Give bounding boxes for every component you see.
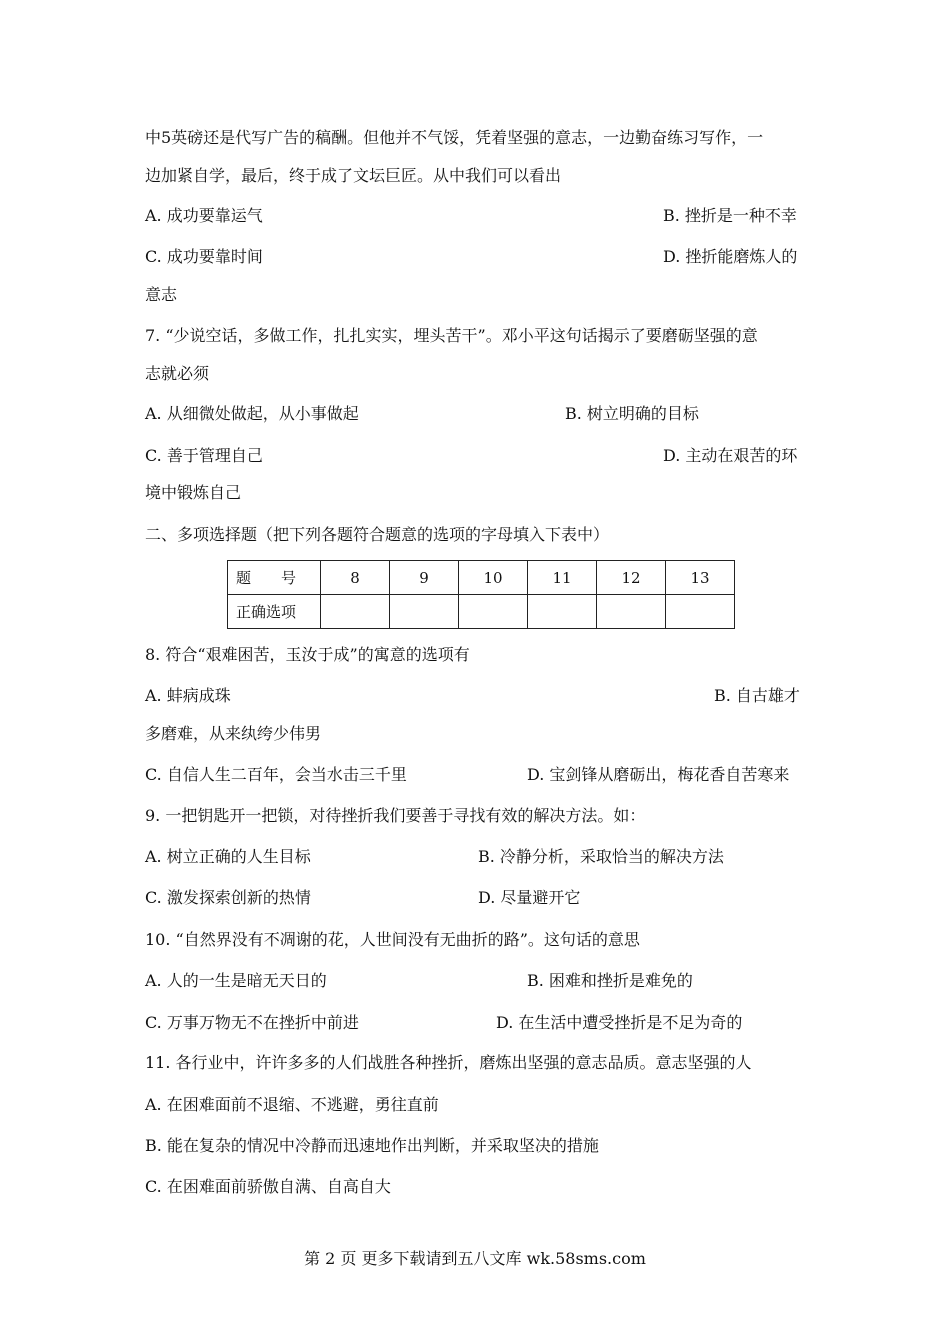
option-d: D. 在生活中遭受挫折是不足为奇的 [496,1013,743,1032]
option-a: A. 树立正确的人生目标 [145,847,311,866]
table-header-cell: 题 号 [228,561,321,595]
option-d-cont: 意志 [145,285,178,304]
question-7: 7. “少说空话，多做工作，扎扎实实，埋头苦干”。邓小平这句话揭示了要磨砺坚强的意 [145,326,758,345]
option-a: A. 在困难面前不退缩、不逃避，勇往直前 [145,1095,439,1114]
answer-cell [321,595,390,629]
option-b: B. 能在复杂的情况中冷静而迅速地作出判断，并采取坚决的措施 [145,1136,599,1155]
option-b: B. 困难和挫折是难免的 [527,971,693,990]
option-d-cont: 境中锻炼自己 [145,483,242,502]
paragraph-line: 中5英磅还是代写广告的稿酬。但他并不气馁，凭着坚强的意志，一边勤奋练习写作，一 [145,128,764,147]
question-7-cont: 志就必须 [145,364,210,383]
option-a: A. 成功要靠运气 [145,206,263,225]
table-row [228,595,735,629]
option-b: B. 自古雄才 [714,686,800,705]
option-c: C. 善于管理自己 [145,446,263,465]
table-header-cell: 11 [528,561,597,595]
option-d: D. 主动在艰苦的环 [663,446,798,465]
question-10: 10. “自然界没有不凋谢的花，人世间没有无曲折的路”。这句话的意思 [145,930,640,949]
option-c: C. 自信人生二百年，会当水击三千里 [145,765,407,784]
table-header-cell: 9 [390,561,459,595]
answer-cell [459,595,528,629]
answer-table [227,560,735,629]
option-a: A. 蚌病成珠 [145,686,231,705]
table-header-cell: 13 [666,561,735,595]
table-header-cell: 12 [597,561,666,595]
answer-cell [528,595,597,629]
option-d: D. 挫折能磨炼人的 [663,247,798,266]
table-row [228,561,735,595]
option-c: C. 成功要靠时间 [145,247,263,266]
section-heading: 二、多项选择题（把下列各题符合题意的选项的字母填入下表中） [145,525,610,544]
option-c: C. 在困难面前骄傲自满、自高自大 [145,1177,391,1196]
option-c: C. 万事万物无不在挫折中前进 [145,1013,359,1032]
page-footer: 第 2 页 更多下载请到五八文库 wk.58sms.com [304,1249,646,1268]
option-b: B. 挫折是一种不幸 [663,206,797,225]
answer-cell [597,595,666,629]
option-d: D. 宝剑锋从磨砺出，梅花香自苦寒来 [527,765,790,784]
option-b: B. 冷静分析，采取恰当的解决方法 [478,847,724,866]
option-a: A. 人的一生是暗无天日的 [145,971,327,990]
question-11: 11. 各行业中，许许多多的人们战胜各种挫折，磨炼出坚强的意志品质。意志坚强的人 [145,1053,752,1072]
table-header-cell: 8 [321,561,390,595]
option-c: C. 激发探索创新的热情 [145,888,311,907]
question-8: 8. 符合“艰难困苦，玉汝于成”的寓意的选项有 [145,645,470,664]
option-b: B. 树立明确的目标 [565,404,699,423]
table-row-label: 正确选项 [228,595,321,629]
option-d: D. 尽量避开它 [478,888,581,907]
option-a: A. 从细微处做起，从小事做起 [145,404,359,423]
table-header-cell: 10 [459,561,528,595]
option-b-cont: 多磨难，从来纨绔少伟男 [145,724,322,743]
answer-cell [666,595,735,629]
answer-cell [390,595,459,629]
question-9: 9. 一把钥匙开一把锁，对待挫折我们要善于寻找有效的解决方法。如： [145,806,646,825]
paragraph-line: 边加紧自学，最后，终于成了文坛巨匠。从中我们可以看出 [145,166,562,185]
